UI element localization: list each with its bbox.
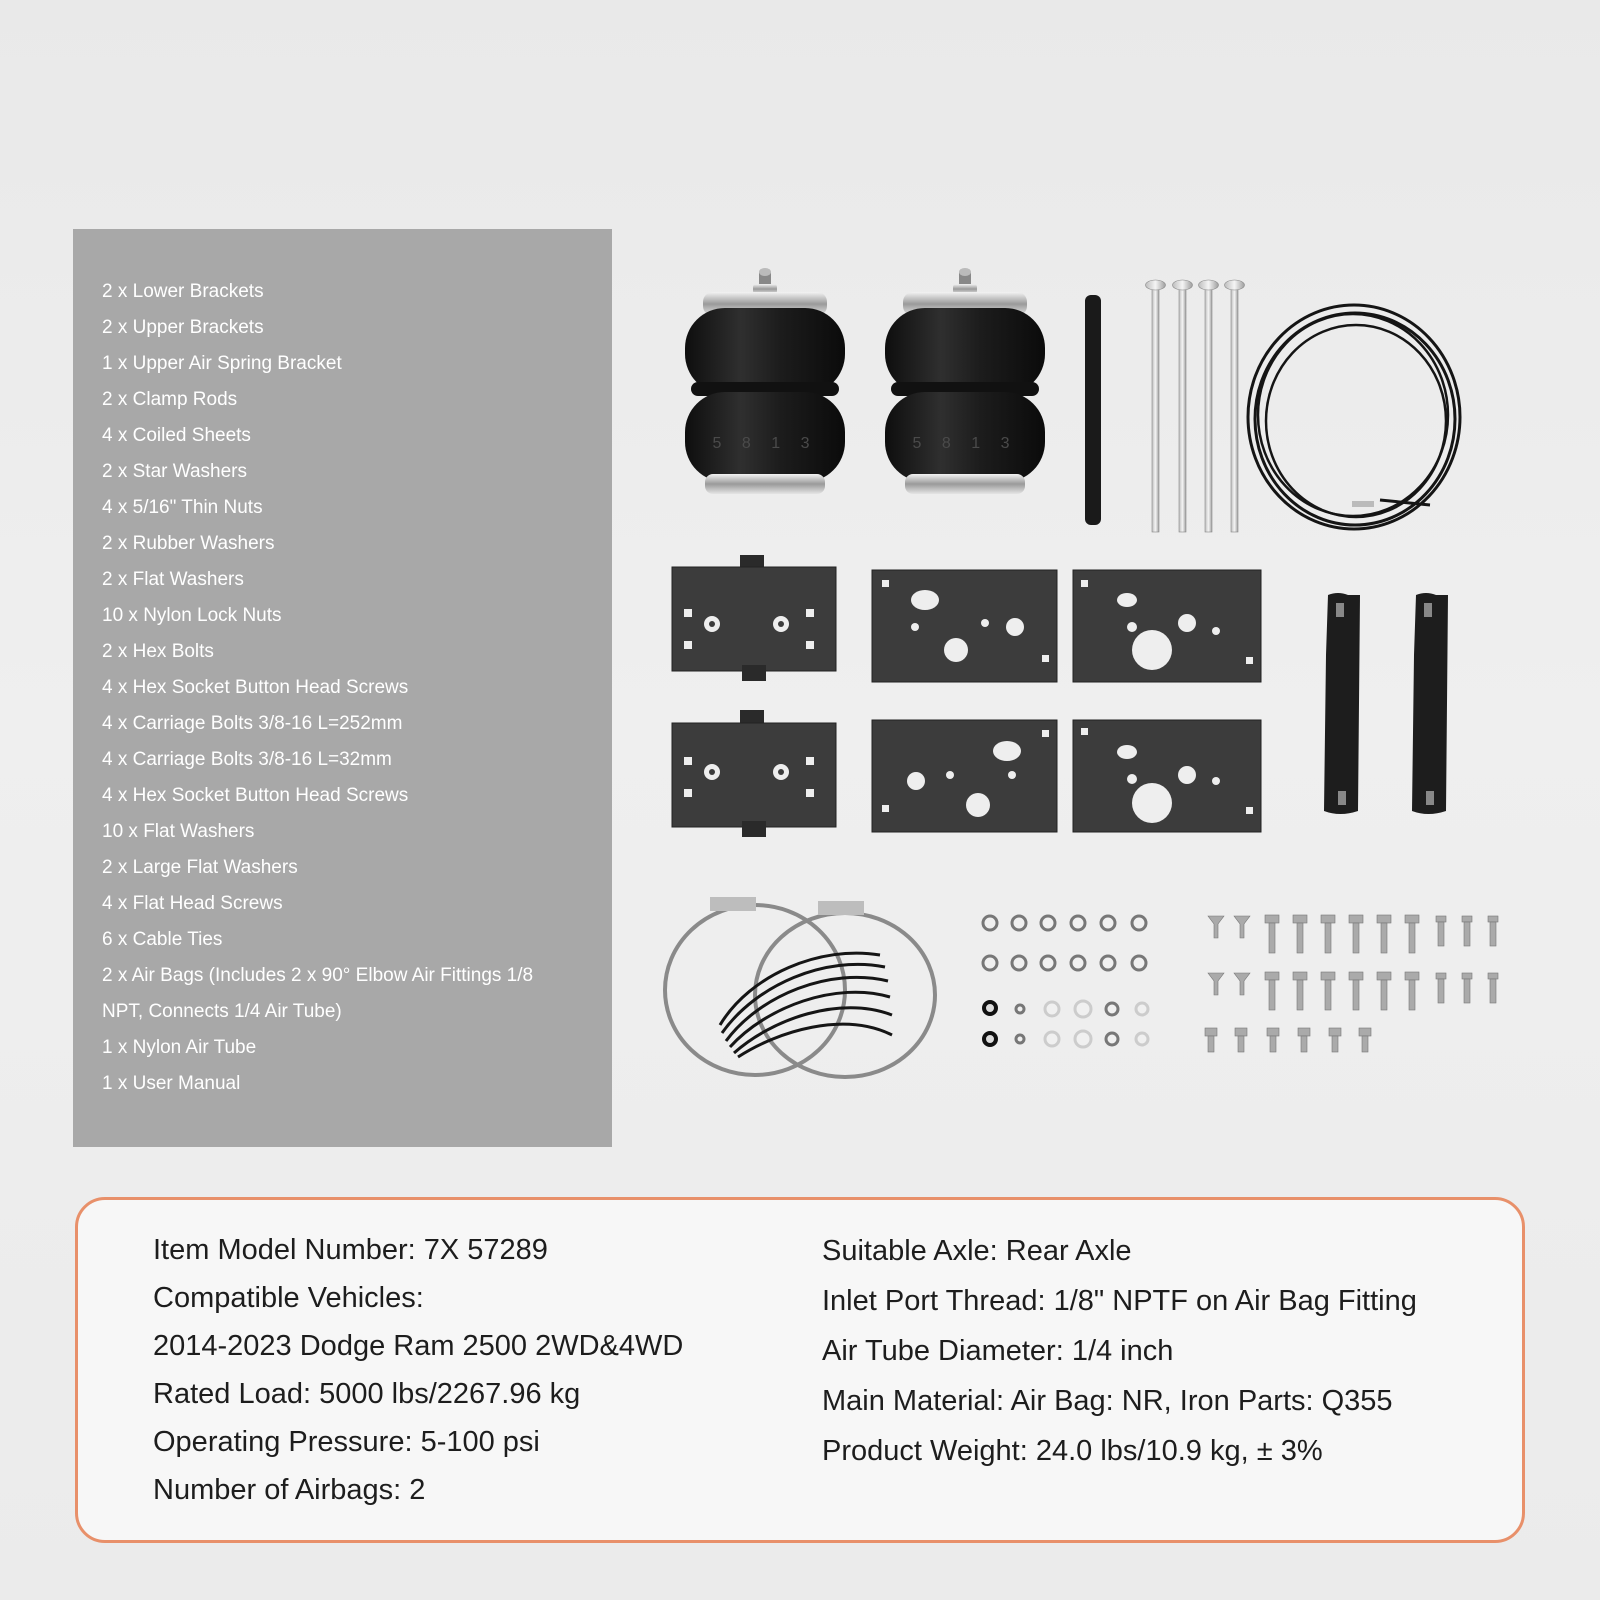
specs-right-column bbox=[822, 1226, 1417, 1476]
screws-and-bolts bbox=[1205, 915, 1498, 1052]
parts-list-item: 1 x Upper Air Spring Bracket bbox=[102, 353, 342, 374]
spec-rated-load: Rated Load: 5000 lbs/2267.96 kg bbox=[153, 1378, 581, 1410]
parts-list-item: 2 x Flat Washers bbox=[102, 569, 244, 590]
parts-list-item: 2 x Lower Brackets bbox=[102, 281, 264, 302]
parts-list-item: 2 x Large Flat Washers bbox=[102, 857, 298, 878]
upper-plate-1 bbox=[872, 570, 1057, 682]
spec-model-number: Item Model Number: 7X 57289 bbox=[153, 1234, 548, 1266]
lower-bracket-bottom bbox=[672, 710, 836, 837]
spec-inlet-port-thread: Inlet Port Thread: 1/8" NPTF on Air Bag Fitting bbox=[822, 1285, 1417, 1317]
parts-list-item: 10 x Nylon Lock Nuts bbox=[102, 605, 282, 626]
spec-product-weight: Product Weight: 24.0 lbs/10.9 kg, ± 3% bbox=[822, 1435, 1323, 1467]
upper-plate-3 bbox=[872, 720, 1057, 832]
parts-list-item: 6 x Cable Ties bbox=[102, 929, 223, 950]
spec-suitable-axle: Suitable Axle: Rear Axle bbox=[822, 1235, 1132, 1267]
spec-main-material: Main Material: Air Bag: NR, Iron Parts: Q355 bbox=[822, 1385, 1393, 1417]
airbag-marking-left: 5 8 1 3 bbox=[712, 435, 818, 452]
upper-plate-4 bbox=[1073, 720, 1261, 832]
parts-list-item: 4 x Carriage Bolts 3/8-16 L=32mm bbox=[102, 749, 392, 770]
clamp-rods bbox=[1324, 593, 1448, 814]
upper-plate-2 bbox=[1073, 570, 1261, 682]
parts-list-item: 4 x Flat Head Screws bbox=[102, 893, 283, 914]
parts-list-item: 2 x Rubber Washers bbox=[102, 533, 275, 554]
parts-list-item: 4 x Hex Socket Button Head Screws bbox=[102, 785, 409, 806]
protective-sleeve bbox=[1085, 295, 1101, 525]
product-illustration bbox=[660, 255, 1540, 1095]
nylon-air-tube bbox=[1248, 305, 1460, 529]
parts-list-item: 2 x Air Bags (Includes 2 x 90° Elbow Air Fittings 1/8 NPT, Connects 1/4 Air Tube) bbox=[102, 965, 534, 1022]
spec-compatible-vehicles: 2014-2023 Dodge Ram 2500 2WD&4WD bbox=[153, 1330, 684, 1362]
spec-air-tube-diameter: Air Tube Diameter: 1/4 inch bbox=[822, 1335, 1174, 1367]
parts-list-item: 2 x Clamp Rods bbox=[102, 389, 238, 410]
air-bag-left bbox=[685, 268, 845, 494]
long-carriage-bolts bbox=[1146, 280, 1245, 532]
specifications-box bbox=[75, 1197, 1525, 1543]
parts-list-item: 4 x Coiled Sheets bbox=[102, 425, 251, 446]
nuts-and-washers bbox=[983, 916, 1148, 1047]
specs-left-column bbox=[153, 1226, 683, 1514]
spec-number-of-airbags: Number of Airbags: 2 bbox=[153, 1474, 426, 1506]
parts-list-item: 4 x Hex Socket Button Head Screws bbox=[102, 677, 409, 698]
parts-list bbox=[102, 274, 612, 1102]
parts-list-item: 1 x Nylon Air Tube bbox=[102, 1037, 257, 1058]
air-bag-right bbox=[885, 268, 1045, 494]
parts-list-item: 1 x User Manual bbox=[102, 1073, 241, 1094]
parts-list-item: 4 x Carriage Bolts 3/8-16 L=252mm bbox=[102, 713, 403, 734]
parts-list-item: 4 x 5/16" Thin Nuts bbox=[102, 497, 263, 518]
parts-list-item: 2 x Star Washers bbox=[102, 461, 248, 482]
spec-operating-pressure: Operating Pressure: 5-100 psi bbox=[153, 1426, 540, 1458]
parts-list-item: 10 x Flat Washers bbox=[102, 821, 255, 842]
parts-list-item: 2 x Upper Brackets bbox=[102, 317, 264, 338]
airbag-marking-right: 5 8 1 3 bbox=[912, 435, 1018, 452]
lower-bracket-top bbox=[672, 555, 836, 681]
parts-list-item: 2 x Hex Bolts bbox=[102, 641, 214, 662]
parts-list-panel bbox=[73, 229, 612, 1147]
hose-clamps-and-cable-ties bbox=[665, 897, 935, 1077]
spec-compatible-vehicles-label: Compatible Vehicles: bbox=[153, 1282, 424, 1314]
